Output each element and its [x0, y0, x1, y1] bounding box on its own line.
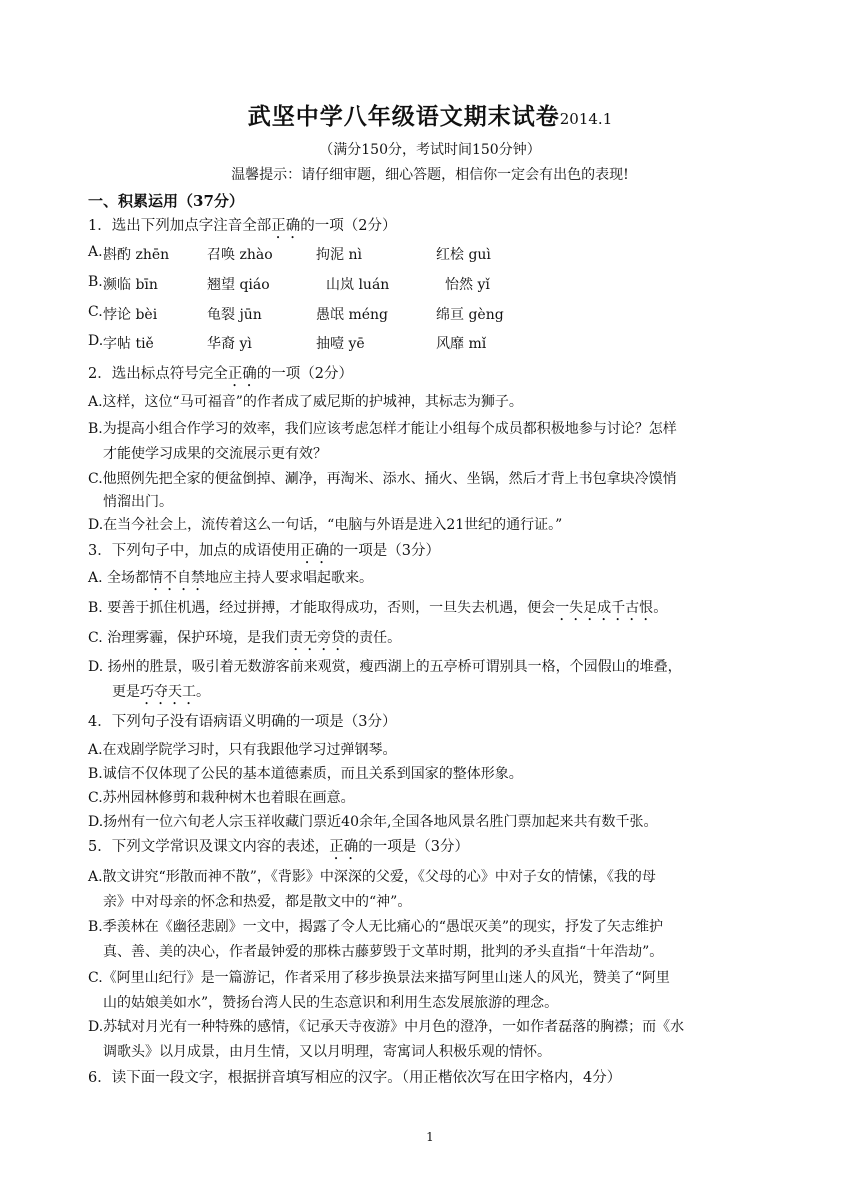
q3-d-post: 。	[196, 684, 210, 700]
section-heading: 一、积累运用（37分）	[88, 192, 244, 210]
q2-stem-post: 的一项（2分）	[256, 366, 353, 382]
q2-stem	[88, 362, 353, 390]
option-item: 斟酌 zhēn	[103, 247, 170, 263]
page-title	[0, 98, 860, 131]
q4-option-d: D.扬州有一位六旬老人宗玉祥收藏门票近40余年,全国各地风景名胜门票加起来共有数千张。	[88, 814, 658, 830]
option-item: 愚氓 méng	[316, 307, 388, 323]
option-item: 濒临 bīn	[103, 277, 158, 293]
q3-c-post: 的责任。	[345, 630, 402, 646]
q5-stem	[88, 835, 469, 863]
option-item: 风靡 mǐ	[436, 336, 487, 352]
q5-option-a-line1: A.散文讲究“形散而神不散”，《背影》中深深的父爱，《父母的心》中对子女的情愫，《我的母	[88, 869, 656, 885]
q5-option-d-line2: 调歌头》以月成景，由月生情，又以月明理，寄寓词人积极乐观的情怀。	[103, 1044, 551, 1060]
q3-stem-post: 的一项是（3分）	[329, 543, 440, 559]
q2-option-b-line2: 才能使学习成果的交流展示更有效？	[103, 446, 327, 462]
q3-b-post: 。	[653, 600, 668, 616]
option-item: 红桧 guì	[436, 247, 491, 263]
q3-d-idiom: 巧夺天工	[140, 684, 196, 700]
q5-option-c-line1: C.《阿里山纪行》是一篇游记，作者采用了移步换景法来描写阿里山迷人的风光，赞美了“阿里	[88, 970, 670, 986]
page-number: 1	[426, 1130, 434, 1144]
q5-stem-pre: 5．下列文学常识及课文内容的表述，	[88, 839, 330, 855]
q2-option-d: D.在当今社会上，流传着这么一句话，“电脑与外语是进入21世纪的通行证。”	[88, 517, 563, 533]
option-label: C.	[88, 304, 103, 320]
option-label: B.	[88, 274, 103, 290]
q5-option-d-line1: D.苏轼对月光有一种特殊的感情，《记承天寺夜游》中月色的澄净，一如作者磊落的胸襟；而《水	[88, 1019, 685, 1035]
q3-option-d-line2	[112, 681, 210, 708]
q3-b-idiom: 一失足成千古恨	[555, 600, 654, 616]
q5-option-c-line2: 山的姑娘美如水”，赞扬台湾人民的生态意识和利用生态发展旅游的理念。	[103, 995, 559, 1011]
option-label: D.	[88, 333, 104, 349]
q2-option-c-line2: 悄溜出门。	[103, 494, 173, 510]
q3-d-pre: 更是	[112, 684, 140, 700]
q3-c-idiom: 责无旁贷	[289, 630, 346, 646]
option-item: 字帖 tiě	[103, 336, 154, 352]
q3-stem	[88, 539, 440, 567]
q4-option-b: B.诚信不仅体现了公民的基本道德素质，而且关系到国家的整体形象。	[88, 766, 523, 782]
q2-option-b-line1: B.为提高小组合作学习的效率，我们应该考虑怎样才能让小组每个成员都积极地参与讨论？怎样	[88, 421, 677, 437]
option-item: 悖论 bèi	[103, 307, 158, 323]
q4-option-a: A.在戏剧学院学习时，只有我跟他学习过弹钢琴。	[88, 742, 397, 758]
q3-a-idiom: 情不自禁	[149, 570, 206, 586]
q3-option-d-line1: D. 扬州的胜景，吸引着无数游客前来观赏，瘦西湖上的五亭桥可谓别具一格，个园假山的堆叠，	[88, 659, 682, 675]
q3-stem-pre: 3．下列句子中，加点的成语使用	[88, 543, 301, 559]
q3-a-pre: A. 全场都	[88, 570, 150, 586]
q4-option-c: C.苏州园林修剪和栽种树木也着眼在画意。	[88, 790, 355, 806]
q1-stem	[88, 214, 396, 242]
option-item: 华裔 yì	[207, 336, 252, 352]
q3-b-pre: B. 要善于抓住机遇，经过拼搏，才能取得成功，否则，一旦失去机遇，便会	[88, 600, 556, 616]
option-item: 龟裂 jūn	[207, 307, 262, 323]
option-item: 翘望 qiáo	[207, 277, 270, 293]
q6-stem: 6．读下面一段文字，根据拼音填写相应的汉字。（用正楷依次写在田字格内，4分）	[88, 1070, 622, 1086]
option-item: 怡然 yǐ	[445, 277, 490, 293]
q5-option-b-line2: 真、善、美的决心，作者最钟爱的那株古藤萝毁于文革时期，批判的矛头直指“十年浩劫”。	[103, 944, 664, 960]
option-item: 抽噎 yē	[316, 336, 365, 352]
q3-c-pre: C. 治理雾霾，保护环境，是我们	[88, 630, 290, 646]
title-date: 2014.1	[559, 110, 613, 128]
subtitle: （满分150分，考试时间150分钟）	[319, 142, 541, 158]
q5-stem-emphasis: 正确	[329, 839, 359, 855]
warm-tip: 温馨提示：请仔细审题，细心答题，相信你一定会有出色的表现!	[231, 167, 629, 183]
option-item: 绵亘 gèng	[436, 307, 504, 323]
title-text: 武坚中学八年级语文期末试卷	[247, 103, 560, 130]
q3-stem-emphasis: 正确	[300, 543, 330, 559]
q2-option-c-line1: C.他照例先把全家的便盆倒掉、涮净，再淘米、添水、捅火、坐锅，然后才背上书包拿块冷馍悄	[88, 471, 677, 487]
q3-option-a	[88, 567, 373, 594]
q5-stem-post: 的一项是（3分）	[358, 839, 469, 855]
q2-stem-pre: 2．选出标点符号完全	[88, 366, 228, 382]
q2-option-a: A.这样，这位“马可福音”的作者成了威尼斯的护城神，其标志为狮子。	[88, 394, 523, 410]
q2-stem-emphasis: 正确	[227, 366, 257, 382]
q1-stem-post: 的一项（2分）	[300, 218, 397, 234]
option-item: 拘泥 nì	[316, 247, 362, 263]
q1-stem-pre: 1．选出下列加点字注音全部	[88, 218, 272, 234]
q3-option-c	[88, 627, 401, 654]
q3-option-b	[88, 597, 667, 624]
q5-option-a-line2: 亲》中对母亲的怀念和热爱，都是散文中的“神”。	[103, 894, 412, 910]
q3-a-post: 地应主持人要求唱起歌来。	[205, 570, 374, 586]
option-item: 山岚 luán	[326, 277, 390, 293]
q5-option-b-line1: B.季羡林在《幽径悲剧》一文中，揭露了令人无比痛心的“愚氓灭美”的现实，抒发了矢志维护	[88, 919, 664, 935]
option-item: 召唤 zhào	[207, 247, 273, 263]
option-label: A.	[88, 244, 103, 260]
q4-stem: 4．下列句子没有语病语义明确的一项是（3分）	[88, 714, 397, 730]
q1-stem-emphasis: 正确	[271, 218, 301, 234]
